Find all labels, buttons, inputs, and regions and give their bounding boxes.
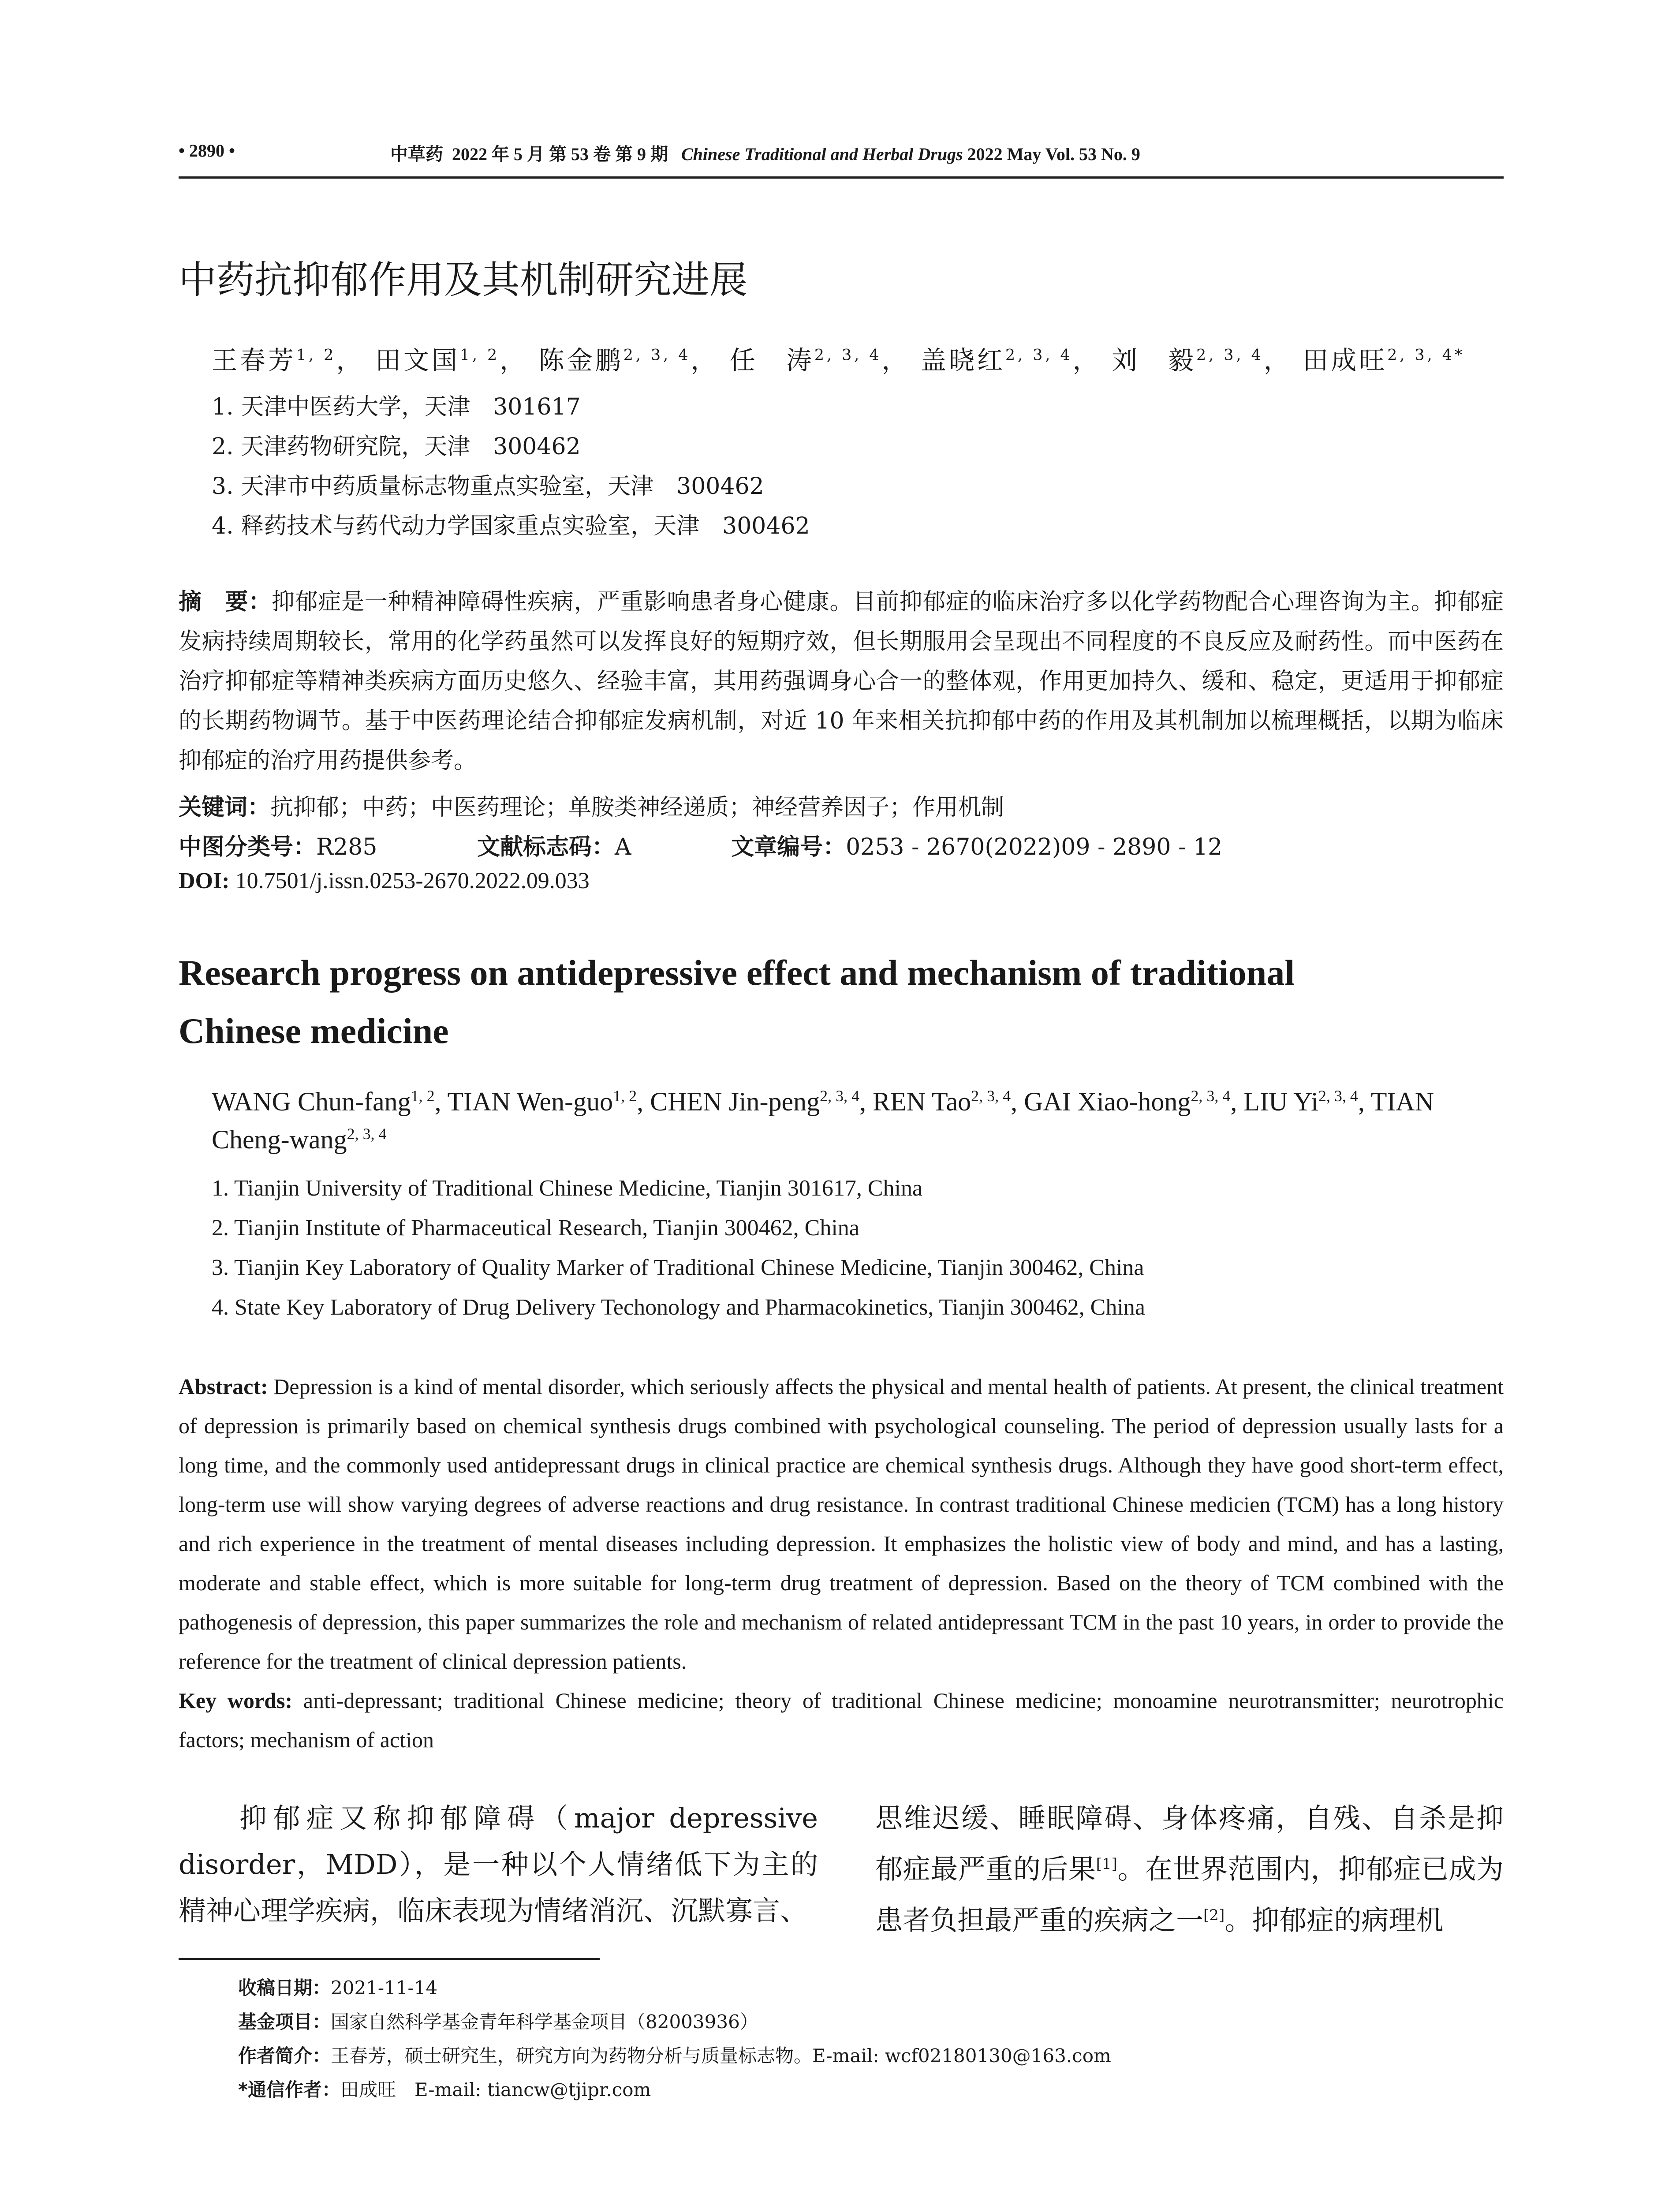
citation-ref[interactable]: [1] — [1096, 1855, 1117, 1873]
footnote-received — [238, 1973, 437, 2000]
author-aff: 1, 2 — [613, 1087, 637, 1105]
author-aff: 2, 3, 4 — [1191, 1087, 1231, 1105]
keywords-en-label: Key words: — [179, 1688, 293, 1713]
author-cn: 任 涛 — [729, 345, 814, 375]
page-number: • 2890 • — [179, 141, 235, 161]
footnote-label: 基金项目： — [238, 2011, 331, 2033]
author-en: TIAN Wen-guo — [447, 1087, 613, 1116]
author-en: WANG Chun-fang — [212, 1087, 411, 1116]
author-cn: 田成旺 — [1303, 345, 1388, 375]
affiliation-cn: 4. 释药技术与药代动力学国家重点实验室，天津 300462 — [212, 513, 810, 539]
affiliation-en: 3. Tianjin Key Laboratory of Quality Marker of Traditional Chinese Medicine, Tianjin 300462, China — [212, 1255, 1144, 1280]
footnote-funding — [238, 2007, 758, 2034]
footnote-text: 2021-11-14 — [331, 1977, 438, 1999]
journal-info — [390, 140, 1140, 165]
doc-code-value: A — [614, 834, 631, 860]
author-cn: 盖晓红 — [920, 345, 1005, 375]
classification-line — [179, 828, 1222, 861]
abstract-cn-text: 抑郁症是一种精神障碍性疾病，严重影响患者身心健康。目前抑郁症的临床治疗多以化学药物配合心理咨询为主。抑郁症发病持续周期较长，常用的化学药虽然可以发挥良好的短期疗效，但长期服用会呈现出不同程度的不良反应及耐药性。而中医药在治疗抑郁症等精神类疾病方面历史悠久、经验丰富，其用药强调身心合一的整体观，作用更加持久、缓和、稳定，更适用于抑郁症的长期药物调节。基于中医药理论结合抑郁症发病机制，对近 10 年来相关抗抑郁中药的作用及其机制加以梳理概括，以期为临床抑郁症的治疗用药提供参考。 — [179, 589, 1504, 774]
footnote-label: *通信作者： — [238, 2079, 340, 2100]
author-en: REN Tao — [873, 1087, 971, 1116]
abstract-en-text: Depression is a kind of mental disorder, which seriously affects the physical and mental health of patients. At present, the clinical treatment of depression is primarily based on chemical synthesis drugs combined with psychological counseling. The period of depression usually lasts for a long time, and the commonly used antidepressant drugs in clinical practice are chemical synthesis drugs. Although they have good short-term effect, long-term use will show varying degrees of adverse reactions and drug resistance. In contrast traditional Chinese medicien (TCM) has a long history and rich experience in the treatment of mental diseases including depression. It emphasizes the holistic view of body and mind, and has a lasting, moderate and stable effect, which is more suitable for long-term drug treatment of depression. Based on the theory of TCM combined with the pathogenesis of depression, this paper summarizes the role and mechanism of related antidepressant TCM in the past 10 years, in order to provide the reference for the treatment of clinical depression patients. — [179, 1374, 1504, 1674]
author-aff: 2, 3, 4 — [1196, 346, 1264, 364]
footnote-text: 王春芳，硕士研究生，研究方向为药物分析与质量标志物。E-mail: wcf02180130@163.com — [331, 2045, 1111, 2067]
author-cn: 刘 毅 — [1112, 345, 1197, 375]
authors-en: WANG Chun-fang$^{1, 2}$, TIAN Wen-guo$^{1, 2}$, CHEN Jin-peng$^{2, 3, 4}$, REN Tao$^{2, 3, 4}$, GAI Xiao-hong$^{2, 3, 4}$, LIU Yi$^{2, 3, 4}$, TIAN Cheng-wang$^{2, 3, 4}$ — [212, 1087, 1434, 1154]
keywords-en-text: anti-depressant; traditional Chinese medicine; theory of traditional Chinese medicine; monoamine neurotransmitter; neurotrophic factors; mechanism of action — [179, 1688, 1504, 1752]
doi-line — [179, 868, 590, 894]
body-text: 思维迟缓、睡眠障碍、身体疼痛，自残、自杀是抑郁症最严重的后果 — [875, 1802, 1504, 1885]
keywords-cn — [179, 789, 1004, 822]
author-cn: 陈金鹏 — [538, 345, 623, 375]
abstract-en — [179, 1367, 1504, 1760]
author-en: GAI Xiao-hong — [1024, 1087, 1191, 1116]
author-aff: 2, 3, 4 — [814, 346, 882, 364]
running-header — [179, 140, 1504, 173]
doc-code-label: 文献标志码： — [477, 834, 615, 860]
body-text: 。抑郁症的病理机 — [1225, 1904, 1444, 1936]
author-en: LIU Yi — [1243, 1087, 1318, 1116]
doi-label: DOI: — [179, 868, 230, 893]
header-rule — [179, 176, 1504, 179]
keywords-cn-text: 抗抑郁；中药；中医药理论；单胺类神经递质；神经营养因子；作用机制 — [270, 794, 1004, 821]
author-aff: 1, 2 — [296, 346, 336, 364]
affiliation-en: 2. Tianjin Institute of Pharmaceutical Research, Tianjin 300462, China — [212, 1215, 859, 1241]
author-aff: 1, 2 — [459, 346, 500, 364]
footnote-label: 作者简介： — [238, 2045, 331, 2067]
journal-name-en: Chinese Traditional and Herbal Drugs — [681, 144, 963, 164]
affiliation-cn: 3. 天津市中药质量标志物重点实验室，天津 300462 — [212, 473, 764, 500]
abstract-cn — [179, 582, 1504, 781]
body-text: 。在世界范围内，抑郁症已成为患者负担最严重的疾病之一 — [875, 1853, 1504, 1936]
author-aff: 2, 3, 4 — [820, 1087, 860, 1105]
affiliation-en: 1. Tianjin University of Traditional Chinese Medicine, Tianjin 301617, China — [212, 1176, 923, 1201]
author-cn: 王春芳 — [212, 345, 297, 375]
author-aff: 1, 2 — [411, 1087, 435, 1105]
doi-value: 10.7501/j.issn.0253-2670.2022.09.033 — [235, 868, 590, 893]
author-en: TIAN Cheng-wang — [212, 1087, 1434, 1154]
clc-label: 中图分类号： — [179, 834, 317, 860]
author-en: CHEN Jin-peng — [650, 1087, 820, 1116]
author-aff: 2, 3, 4* — [1387, 346, 1465, 364]
footnote-rule — [179, 1958, 600, 1960]
abstract-en-label: Abstract: — [179, 1374, 268, 1399]
footnote-label: 收稿日期： — [238, 1977, 331, 1999]
author-aff: 2, 3, 4 — [623, 346, 691, 364]
footnote-text: 国家自然科学基金青年科学基金项目（82003936） — [331, 2011, 758, 2033]
footnote-correspondence — [238, 2075, 651, 2102]
issue-cn: 2022 年 5 月 第 53 卷 第 9 期 — [452, 144, 668, 164]
article-number-label: 文章编号： — [731, 834, 846, 860]
keywords-en — [179, 1681, 1504, 1760]
title-en — [179, 944, 1504, 1060]
issue-en: 2022 May Vol. 53 No. 9 — [967, 144, 1140, 164]
clc-value: R285 — [316, 834, 377, 860]
author-aff: 2, 3, 4 — [1318, 1087, 1358, 1105]
affiliation-cn: 2. 天津药物研究院，天津 300462 — [212, 434, 581, 460]
footnote-text: 田成旺 E-mail: tiancw@tjipr.com — [340, 2079, 651, 2100]
affiliation-cn: 1. 天津中医药大学，天津 301617 — [212, 394, 581, 420]
footnote-author-bio — [238, 2041, 1111, 2068]
author-aff: 2, 3, 4 — [347, 1125, 387, 1143]
keywords-cn-label: 关键词： — [179, 794, 271, 821]
affiliation-en: 4. State Key Laboratory of Drug Delivery Techonology and Pharmacokinetics, Tianjin 300462, China — [212, 1295, 1145, 1320]
author-aff: 2, 3, 4 — [1005, 346, 1073, 364]
body-column-right — [875, 1795, 1504, 1943]
citation-ref[interactable]: [2] — [1203, 1906, 1225, 1924]
title-cn: 中药抗抑郁作用及其机制研究进展 — [179, 258, 747, 302]
author-cn: 田文国 — [375, 345, 460, 375]
title-en-line: Research progress on antidepressive effect and mechanism of traditional — [179, 953, 1295, 993]
body-column-left — [179, 1795, 818, 1934]
article-number-value: 0253 - 2670(2022)09 - 2890 - 12 — [846, 834, 1223, 860]
body-text: 抑郁症又称抑郁障碍（major depressive disorder，MDD），是一种以个人情绪低下为主的精神心理学疾病，临床表现为情绪消沉、沉默寡言、 — [179, 1802, 818, 1927]
author-aff: 2, 3, 4 — [971, 1087, 1011, 1105]
abstract-cn-label: 摘 要： — [179, 589, 272, 615]
title-en-line: Chinese medicine — [179, 1011, 449, 1051]
authors-cn: 王春芳$^{1, 2}$， 田文国$^{1, 2}$， 陈金鹏$^{2, 3, 4}$， 任 涛$^{2, 3, 4}$， 盖晓红$^{2, 3, 4}$， 刘 毅$^{2, 3, 4}$， 田成旺$^{2, 3, 4*}$ — [212, 345, 1465, 375]
journal-name-cn: 中草药 — [390, 144, 443, 164]
